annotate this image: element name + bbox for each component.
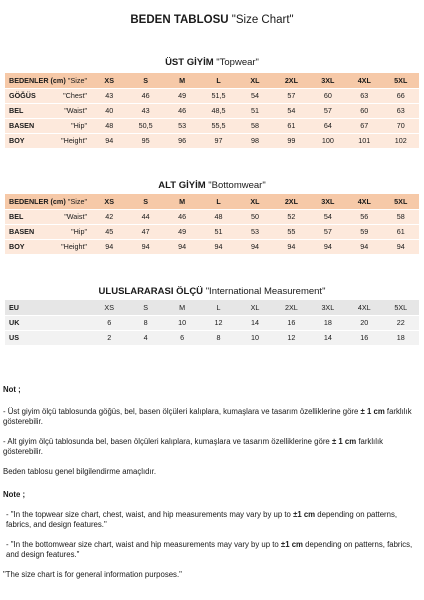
notes-english: [3, 490, 419, 580]
table-cell: 44: [127, 209, 163, 224]
notes-en-general: "The size chart is for general information purposes.": [3, 570, 182, 579]
table-cell: 60: [310, 88, 346, 103]
table-cell: 55: [273, 224, 309, 239]
table-cell: 60: [346, 103, 382, 118]
table-cell: 94: [91, 133, 127, 148]
international-title-main: ULUSLARARASI ÖLÇÜ: [98, 286, 204, 297]
table-row: [5, 239, 419, 254]
table-cell: 18: [310, 315, 346, 330]
table-cell: 42: [91, 209, 127, 224]
table-cell: 50,5: [127, 118, 163, 133]
table-cell: 94: [310, 239, 346, 254]
table-cell: 6: [91, 315, 127, 330]
row-label-cell: BEL "Waist": [5, 209, 91, 224]
size-header-cell: 4XL: [346, 300, 382, 315]
table-cell: 10: [164, 315, 200, 330]
table-cell: 94: [273, 239, 309, 254]
topwear-size-table: [5, 73, 419, 149]
size-header-cell: 5XL: [383, 73, 420, 88]
size-header-cell: M: [164, 73, 200, 88]
table-cell: 47: [127, 224, 163, 239]
row-label-cell: GÖĞÜS "Chest": [5, 88, 91, 103]
table-cell: 50: [237, 209, 273, 224]
table-cell: 58: [383, 209, 420, 224]
size-header-cell: L: [200, 194, 236, 209]
size-header-cell: 3XL: [310, 73, 346, 88]
table-cell: 57: [273, 88, 309, 103]
topwear-title: [0, 57, 424, 68]
notes-turkish: [3, 385, 419, 477]
table-cell: 99: [273, 133, 309, 148]
table-cell: 63: [383, 103, 420, 118]
table-cell: 45: [91, 224, 127, 239]
table-cell: 64: [310, 118, 346, 133]
row-label-cell: UK: [5, 315, 91, 330]
size-header-cell: S: [127, 73, 163, 88]
table-row: [5, 133, 419, 148]
bottomwear-title-sub: "Bottomwear": [208, 180, 266, 191]
row-label-cell: BEL "Waist": [5, 103, 91, 118]
table-cell: 8: [127, 315, 163, 330]
bottomwear-size-table: [5, 194, 419, 255]
size-header-cell: 3XL: [310, 194, 346, 209]
notes-tr-bottomwear: - Alt giyim ölçü tablosunda bel, basen ölçüleri kalıplara, kumaşlara ve tasarım özelliklerine göre ± 1 cm farklılık gösterebilir.: [3, 437, 384, 456]
size-header-cell: S: [127, 194, 163, 209]
table-cell: 94: [346, 239, 382, 254]
bottomwear-title-main: ALT GİYİM: [158, 180, 206, 191]
table-cell: 101: [346, 133, 382, 148]
table-cell: 49: [164, 224, 200, 239]
table-header-row: [5, 194, 419, 209]
table-cell: 59: [346, 224, 382, 239]
table-cell: 58: [237, 118, 273, 133]
size-header-cell: 5XL: [383, 194, 420, 209]
table-cell: 48: [91, 118, 127, 133]
table-cell: 54: [310, 209, 346, 224]
row-label-cell: BOY "Height": [5, 133, 91, 148]
size-header-cell: 2XL: [273, 194, 309, 209]
table-cell: 51: [200, 224, 236, 239]
table-cell: 94: [127, 239, 163, 254]
page-title-sub: "Size Chart": [231, 14, 294, 26]
notes-tr-general: Beden tablosu genel bilgilendirme amaçlıdır.: [3, 467, 156, 476]
size-header-cell: 5XL: [383, 300, 420, 315]
table-cell: 10: [237, 330, 273, 345]
size-header-cell: S: [127, 300, 163, 315]
table-row: [5, 88, 419, 103]
table-cell: 94: [91, 239, 127, 254]
table-cell: 67: [346, 118, 382, 133]
size-header-cell: XS: [91, 300, 127, 315]
international-size-table: [5, 300, 419, 346]
table-cell: 16: [273, 315, 309, 330]
international-title: [0, 286, 424, 297]
row-label-cell: BASEN "Hip": [5, 224, 91, 239]
table-cell: 54: [273, 103, 309, 118]
size-header-cell: XS: [91, 194, 127, 209]
table-cell: 94: [164, 239, 200, 254]
table-cell: 63: [346, 88, 382, 103]
size-header-cell: 2XL: [273, 73, 309, 88]
size-header-cell: 2XL: [273, 300, 309, 315]
table-cell: 66: [383, 88, 420, 103]
row-label-cell: US: [5, 330, 91, 345]
table-cell: 8: [200, 330, 236, 345]
table-cell: 54: [237, 88, 273, 103]
table-cell: 22: [383, 315, 420, 330]
table-cell: 57: [310, 103, 346, 118]
table-cell: 55,5: [200, 118, 236, 133]
size-header-cell: XL: [237, 73, 273, 88]
table-cell: 4: [127, 330, 163, 345]
table-cell: 52: [273, 209, 309, 224]
table-cell: 57: [310, 224, 346, 239]
table-cell: 12: [200, 315, 236, 330]
table-row: [5, 209, 419, 224]
table-cell: 40: [91, 103, 127, 118]
table-cell: 94: [200, 239, 236, 254]
header-label-cell: EU: [5, 300, 91, 315]
table-cell: 2: [91, 330, 127, 345]
size-header-cell: XS: [91, 73, 127, 88]
row-label-cell: BASEN "Hip": [5, 118, 91, 133]
size-header-cell: M: [164, 300, 200, 315]
table-cell: 48: [200, 209, 236, 224]
table-cell: 48,5: [200, 103, 236, 118]
table-cell: 46: [164, 209, 200, 224]
size-header-cell: L: [200, 300, 236, 315]
table-cell: 94: [237, 239, 273, 254]
table-cell: 61: [273, 118, 309, 133]
table-cell: 51: [237, 103, 273, 118]
table-cell: 70: [383, 118, 420, 133]
table-cell: 18: [383, 330, 420, 345]
topwear-title-main: ÜST GİYİM: [165, 57, 214, 68]
header-label-cell: BEDENLER (cm) "Size": [5, 73, 91, 88]
table-cell: 96: [164, 133, 200, 148]
table-cell: 61: [383, 224, 420, 239]
table-row: [5, 224, 419, 239]
table-cell: 49: [164, 88, 200, 103]
size-header-cell: 3XL: [310, 300, 346, 315]
table-cell: 53: [164, 118, 200, 133]
size-header-cell: M: [164, 194, 200, 209]
notes-tr-topwear: - Üst giyim ölçü tablosunda göğüs, bel, basen ölçüleri kalıplara, kumaşlara ve tasarım özelliklerine göre ± 1 cm farklılık gösterebilir.: [3, 407, 412, 426]
size-header-cell: XL: [237, 300, 273, 315]
size-header-cell: L: [200, 73, 236, 88]
notes-en-bottomwear: - "In the bottomwear size chart, waist and hip measurements may vary by up to ±1 cm depending on patterns, fabrics, and design features.": [6, 540, 413, 559]
table-cell: 97: [200, 133, 236, 148]
table-cell: 43: [127, 103, 163, 118]
page-title-main: BEDEN TABLOSU: [130, 14, 229, 26]
table-cell: 46: [127, 88, 163, 103]
size-header-cell: 4XL: [346, 73, 382, 88]
table-cell: 94: [383, 239, 420, 254]
table-cell: 56: [346, 209, 382, 224]
table-row: [5, 330, 419, 345]
size-header-cell: XL: [237, 194, 273, 209]
size-header-cell: 4XL: [346, 194, 382, 209]
notes-tr-heading: Not ;: [3, 385, 21, 394]
table-row: [5, 103, 419, 118]
page-title: [0, 14, 424, 26]
table-row: [5, 315, 419, 330]
table-cell: 12: [273, 330, 309, 345]
table-header-row: [5, 73, 419, 88]
table-cell: 14: [237, 315, 273, 330]
international-title-sub: "International Measurement": [205, 286, 326, 297]
bottomwear-title: [0, 180, 424, 191]
table-cell: 51,5: [200, 88, 236, 103]
table-cell: 46: [164, 103, 200, 118]
header-label-cell: BEDENLER (cm) "Size": [5, 194, 91, 209]
table-cell: 102: [383, 133, 420, 148]
topwear-title-sub: "Topwear": [216, 57, 259, 68]
row-label-cell: BOY "Height": [5, 239, 91, 254]
table-cell: 100: [310, 133, 346, 148]
table-cell: 95: [127, 133, 163, 148]
table-cell: 53: [237, 224, 273, 239]
table-header-row: [5, 300, 419, 315]
notes-en-topwear: - "In the topwear size chart, chest, waist, and hip measurements may vary by up to ±1 cm depending on patterns, fabrics, and design features.": [6, 510, 398, 529]
table-cell: 20: [346, 315, 382, 330]
table-cell: 6: [164, 330, 200, 345]
table-cell: 98: [237, 133, 273, 148]
table-row: [5, 118, 419, 133]
notes-en-heading: Note ;: [3, 490, 26, 499]
table-cell: 16: [346, 330, 382, 345]
table-cell: 14: [310, 330, 346, 345]
table-cell: 43: [91, 88, 127, 103]
